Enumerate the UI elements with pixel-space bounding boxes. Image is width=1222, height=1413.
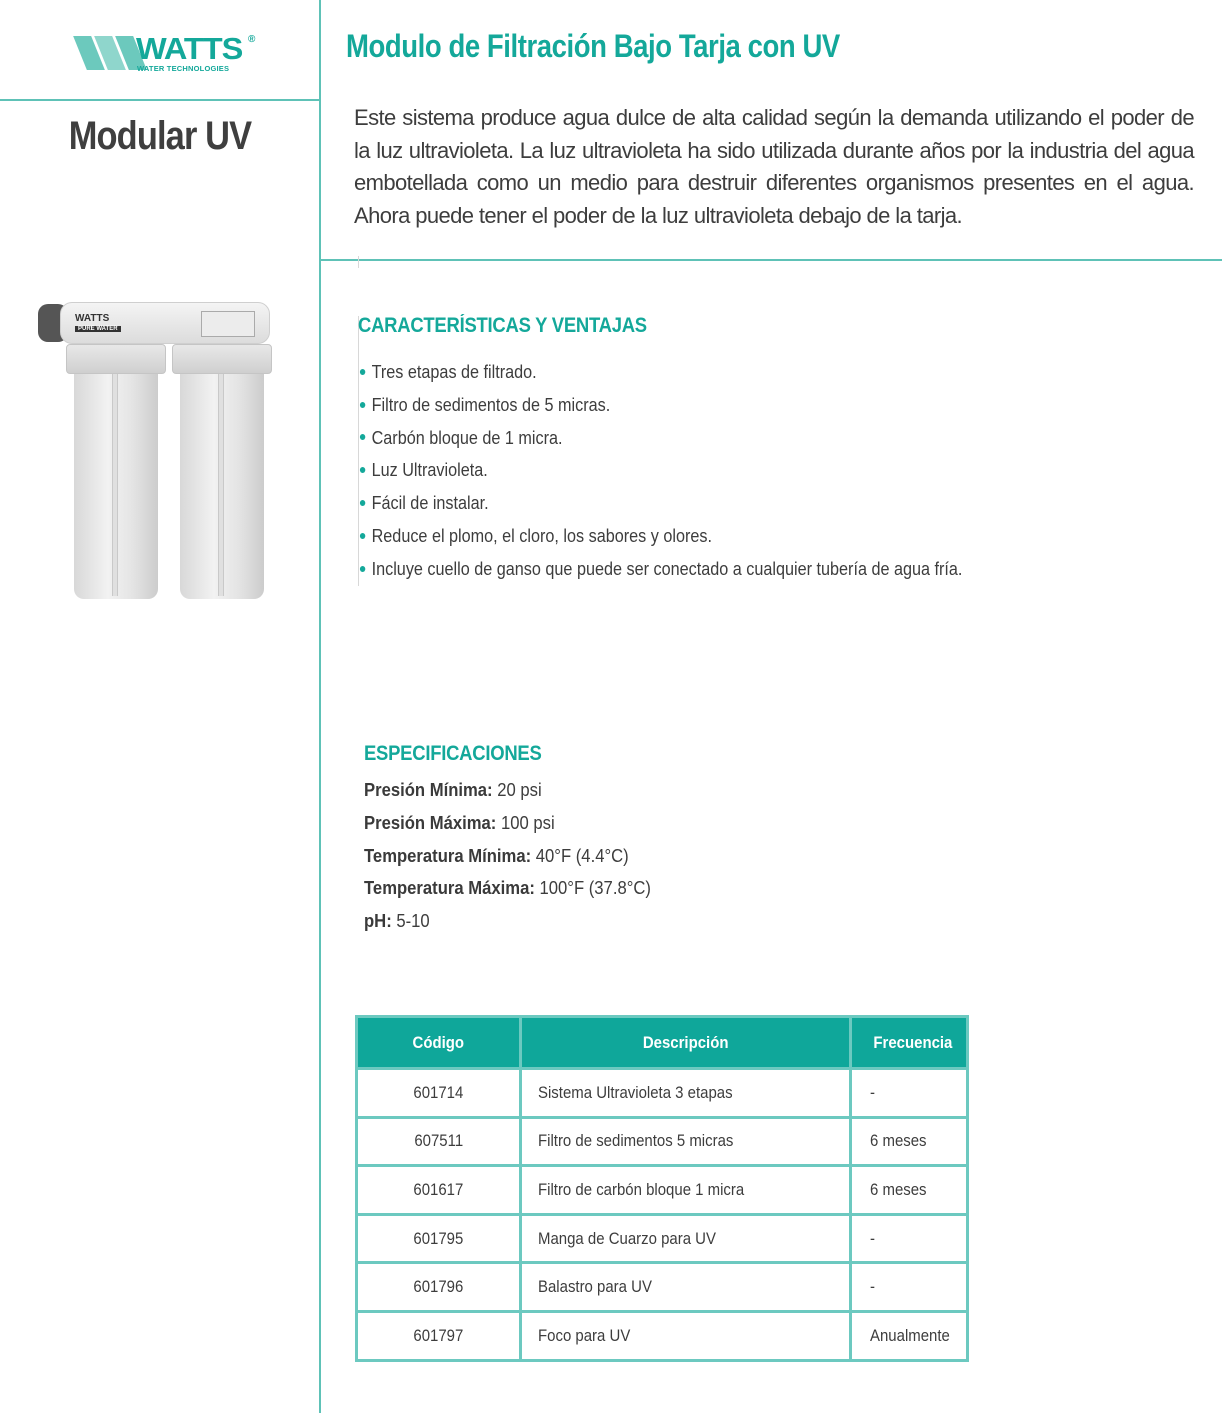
cell-description [521, 1263, 851, 1312]
spec-label: Temperatura Máxima: [364, 877, 535, 899]
feature-item [359, 422, 962, 455]
cell-code [357, 1311, 521, 1360]
spec-value: 40°F (4.4°C) [535, 844, 629, 866]
cell-frequency [851, 1069, 968, 1118]
feature-item [359, 454, 962, 487]
product-image [30, 280, 290, 620]
cell-text: 601617 [413, 1179, 464, 1199]
feature-item [359, 520, 962, 553]
spec-value: 20 psi [497, 779, 542, 800]
cell-code [357, 1263, 521, 1312]
filter-housing-1 [66, 344, 166, 604]
feature-text: Fácil de instalar. [371, 493, 489, 514]
cell-description [521, 1117, 851, 1166]
housing-collar [172, 344, 272, 374]
spec-value: 100 psi [500, 811, 555, 833]
spec-label: Temperatura Mínima: [364, 844, 532, 866]
cell-description [521, 1166, 851, 1215]
spec-min-pressure [364, 774, 651, 807]
spec-value: 100°F (37.8°C) [539, 877, 651, 899]
feature-text: Reduce el plomo, el cloro, los sabores y olores. [371, 525, 712, 546]
content-divider [320, 259, 1222, 261]
intro-paragraph: Este sistema produce agua dulce de alta calidad según la demanda utilizando el poder de la luz ultravioleta. La luz ultravioleta ha sido utilizada durante años por la industria del agua embotellada como un medio para destruir diferentes organismos presentes en el agua. Ahora puede tener el poder de la luz ultravioleta debajo de la tarja. [354, 105, 1194, 228]
cell-description [521, 1214, 851, 1263]
product-name: Modular UV [68, 114, 252, 158]
bullet-icon [360, 533, 365, 539]
cell-frequency [851, 1263, 968, 1312]
header-label: Frecuencia [873, 1032, 953, 1052]
cell-code [357, 1069, 521, 1118]
image-brand-subtext: PURE WATER [75, 326, 121, 332]
logo-tagline: WATER TECHNOLOGIES [137, 64, 230, 73]
image-brand-text: WATTS [75, 313, 110, 324]
page-title: Modulo de Filtración Bajo Tarja con UV [346, 28, 840, 64]
cell-description [521, 1069, 851, 1118]
manifold-label [201, 311, 255, 337]
bullet-icon [360, 434, 365, 440]
spec-min-temperature [364, 840, 651, 873]
features-heading: CARACTERÍSTICAS Y VENTAJAS [358, 314, 647, 337]
sidebar-divider [0, 99, 320, 101]
cell-text: - [870, 1082, 875, 1102]
bullet-icon [360, 467, 365, 473]
uv-manifold [60, 302, 270, 344]
bullet-icon [360, 369, 365, 375]
spec-label: Presión Máxima: [364, 811, 497, 833]
registered-mark: ® [248, 34, 256, 45]
cell-text: Sistema Ultravioleta 3 etapas [538, 1082, 733, 1102]
cell-text: 6 meses [870, 1131, 927, 1151]
cell-text: - [870, 1228, 875, 1248]
cell-text: Balastro para UV [538, 1277, 652, 1297]
vertical-divider [319, 0, 321, 1413]
spec-ph [364, 905, 651, 938]
table-row [357, 1311, 968, 1360]
table-header-row [357, 1017, 968, 1069]
watts-logo [74, 31, 260, 74]
specs-heading: ESPECIFICACIONES [364, 742, 542, 765]
feature-item [359, 487, 962, 520]
table-row [357, 1069, 968, 1118]
feature-text: Filtro de sedimentos de 5 micras. [371, 394, 611, 415]
table-row [357, 1214, 968, 1263]
cell-description [521, 1311, 851, 1360]
specs-list [364, 774, 683, 938]
bullet-icon [360, 402, 365, 408]
logo-wordmark: WATTS [136, 31, 243, 66]
housing-rib [218, 374, 224, 596]
table-row [357, 1166, 968, 1215]
bullet-icon [360, 566, 365, 572]
cell-text: Filtro de sedimentos 5 micras [538, 1131, 734, 1151]
header-label: Descripción [642, 1032, 729, 1052]
bullet-icon [360, 500, 365, 506]
cell-text: 601795 [413, 1228, 464, 1248]
cell-text: 601714 [413, 1082, 464, 1102]
cell-frequency [851, 1214, 968, 1263]
feature-text: Tres etapas de filtrado. [371, 362, 537, 382]
cell-text: 6 meses [870, 1179, 927, 1199]
cell-frequency [851, 1311, 968, 1360]
filter-housing-2 [172, 344, 272, 604]
header-codigo [357, 1017, 521, 1069]
cell-text: - [870, 1277, 875, 1297]
cell-text: Foco para UV [538, 1325, 631, 1345]
spec-label: Presión Mínima: [364, 779, 493, 800]
spec-value: 5-10 [396, 910, 430, 932]
feature-item [359, 356, 962, 389]
cell-text: 607511 [414, 1131, 463, 1151]
cell-code [357, 1166, 521, 1215]
feature-text: Carbón bloque de 1 micra. [371, 427, 563, 448]
features-list [359, 356, 1029, 586]
header-descripcion [521, 1017, 851, 1069]
feature-item [359, 389, 962, 422]
cell-text: 601797 [413, 1325, 464, 1345]
cell-frequency [851, 1117, 968, 1166]
spec-label: pH: [364, 910, 392, 932]
cell-text: 601796 [413, 1277, 464, 1297]
housing-collar [66, 344, 166, 374]
spec-max-pressure [364, 807, 651, 840]
header-label: Código [412, 1032, 465, 1052]
guide-mark [358, 256, 359, 268]
housing-rib [112, 374, 118, 596]
cell-code [357, 1214, 521, 1263]
feature-text: Luz Ultravioleta. [371, 460, 488, 481]
feature-item [359, 553, 962, 586]
cell-text: Manga de Cuarzo para UV [538, 1228, 716, 1248]
cell-frequency [851, 1166, 968, 1215]
cell-code [357, 1117, 521, 1166]
cell-text: Filtro de carbón bloque 1 micra [538, 1179, 745, 1199]
header-frecuencia [851, 1017, 968, 1069]
spec-max-temperature [364, 872, 651, 905]
table-row [357, 1117, 968, 1166]
feature-text: Incluye cuello de ganso que puede ser conectado a cualquier tubería de agua fría. [371, 558, 963, 579]
parts-table [355, 1015, 969, 1362]
cell-text: Anualmente [870, 1325, 950, 1345]
table-row [357, 1263, 968, 1312]
